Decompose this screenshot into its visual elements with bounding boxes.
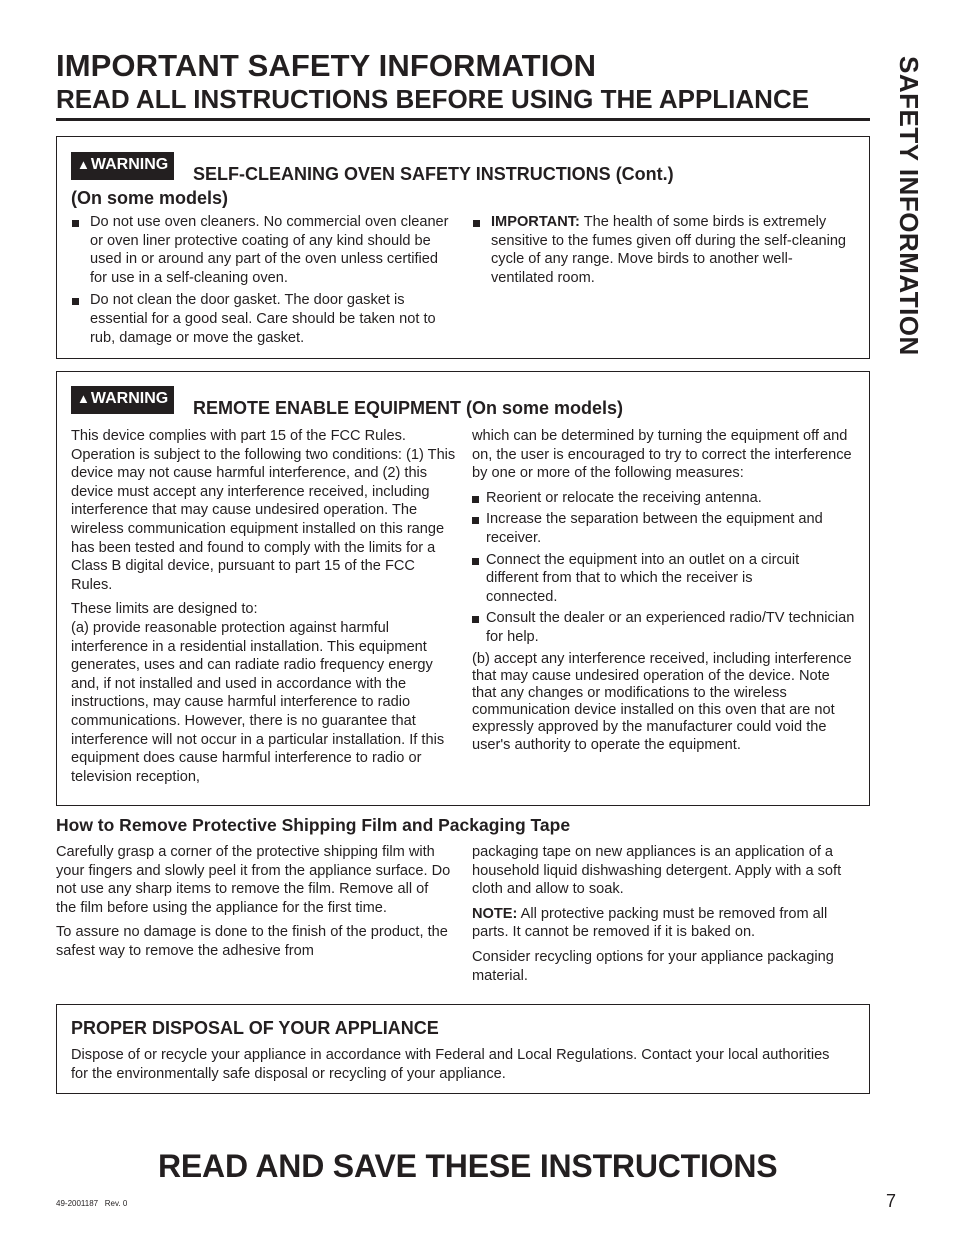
list-item: Reorient or relocate the receiving antenna. <box>472 489 860 508</box>
warning-triangle-icon: ▲ <box>77 391 90 406</box>
fcc-compliance-paragraph: This device complies with part 15 of the FCC Rules. Operation is subject to the following two conditions: (1) This device may not cause harmful interference, and (2) this device must accept any interference received, including interference that may cause undesired operation. The wireless communication equipment installed on this range has been tested and found to comply with the limits for a Class B digital device, pursuant to part 15 of the FCC Rules. <box>71 428 456 593</box>
note-text: All protective packing must be removed from all parts. It cannot be removed if it is baked on. <box>472 905 828 941</box>
title-divider <box>56 118 870 121</box>
list-item <box>472 213 852 287</box>
shipping-paragraph-4: Consider recycling options for your appliance packaging material. <box>472 948 834 984</box>
warning-triangle-icon: ▲ <box>77 157 90 172</box>
shipping-film-heading: How to Remove Protective Shipping Film and Packaging Tape <box>56 815 571 835</box>
important-label: IMPORTANT: <box>491 214 580 230</box>
shipping-note <box>472 905 864 942</box>
disposal-box <box>56 1004 870 1094</box>
remote-right-column <box>472 427 860 760</box>
document-number: 49-2001187 Rev. 0 <box>56 1199 128 1208</box>
warning-badge-label: WARNING <box>90 156 169 173</box>
warning-badge-label: WARNING <box>90 390 169 407</box>
remote-enable-heading: REMOTE ENABLE EQUIPMENT (On some models) <box>193 398 624 418</box>
important-text: The health of some birds is extremely sensitive to the fumes given off during the self-cleaning cycle of any range. Move birds to another well-ventilated room. <box>491 214 847 286</box>
warning-badge <box>71 152 174 180</box>
shipping-paragraph-2: To assure no damage is done to the finish of the product, the safest way to remove the adhesive from <box>56 924 448 959</box>
limits-lead: These limits are designed to: <box>71 601 258 618</box>
shipping-paragraph-3: packaging tape on new appliances is an application of a household liquid dishwashing detergent. Apply with a soft cloth and allow to soak. <box>472 844 842 898</box>
page-title: IMPORTANT SAFETY INFORMATION <box>56 48 597 83</box>
self-cleaning-right-column <box>472 213 852 291</box>
self-cleaning-left-column <box>71 213 451 351</box>
page-number: 7 <box>886 1191 897 1211</box>
remote-enable-warning-box <box>56 371 870 806</box>
self-cleaning-heading-cont: (On some models) <box>71 188 229 208</box>
note-label: NOTE: <box>472 905 518 922</box>
disposal-text: Dispose of or recycle your appliance in accordance with Federal and Local Regulations. Contact your local authorities for the environmentally safe disposal or recycling of your appliance. <box>71 1047 830 1082</box>
limits-paragraph-b: (b) accept any interference received, including interference that may cause undesired operation of the device. Note that any changes or modifications to the wireless communication device installed on this oven that are not expressly approved by the manufacturer could void the user's authority to operate the equipment. <box>472 650 852 753</box>
self-cleaning-warning-box <box>56 136 870 359</box>
remote-left-column <box>71 427 456 792</box>
shipping-left-column <box>56 843 451 967</box>
warning-badge <box>71 386 174 414</box>
read-and-save-title: READ AND SAVE THESE INSTRUCTIONS <box>158 1148 778 1184</box>
self-cleaning-heading: SELF-CLEANING OVEN SAFETY INSTRUCTIONS (Cont.) <box>193 164 674 184</box>
measures-intro: which can be determined by turning the equipment off and on, the user is encouraged to try to correct the interference by one or more of the following measures: <box>472 428 852 482</box>
side-tab-label: SAFETY INFORMATION <box>894 56 924 356</box>
disposal-heading: PROPER DISPOSAL OF YOUR APPLIANCE <box>71 1018 439 1038</box>
side-tab <box>890 56 930 416</box>
list-item: Increase the separation between the equipment and receiver. <box>472 510 860 547</box>
limits-paragraph-a: (a) provide reasonable protection against harmful interference in a residential installation. This equipment generates, uses and can radiate radio frequency energy and, if not installed and used in accordance with the instructions, may cause harmful interference to radio communications. However, there is no guarantee that interference will not occur in a particular installation. If this equipment does cause harmful interference to radio or television reception, <box>71 619 445 785</box>
list-item: Do not use oven cleaners. No commercial oven cleaner or oven liner protective coating of any kind should be used in or around any part of the oven unless certified for use in a self-cleaning oven. <box>71 213 451 287</box>
list-item: Do not clean the door gasket. The door gasket is essential for a good seal. Care should be taken not to rub, damage or move the gasket. <box>71 291 451 347</box>
shipping-paragraph-1: Carefully grasp a corner of the protective shipping film with your fingers and slowly peel it from the appliance surface. Do not use any sharp items to remove the film. Remove all of the film before using the appliance for the first time. <box>56 844 451 916</box>
list-item: Connect the equipment into an outlet on a circuit different from that to which the receiver is connected. <box>472 551 860 607</box>
list-item: Consult the dealer or an experienced radio/TV technician for help. <box>472 609 860 646</box>
shipping-right-column <box>472 843 864 991</box>
page-subtitle: READ ALL INSTRUCTIONS BEFORE USING THE APPLIANCE <box>56 84 810 114</box>
